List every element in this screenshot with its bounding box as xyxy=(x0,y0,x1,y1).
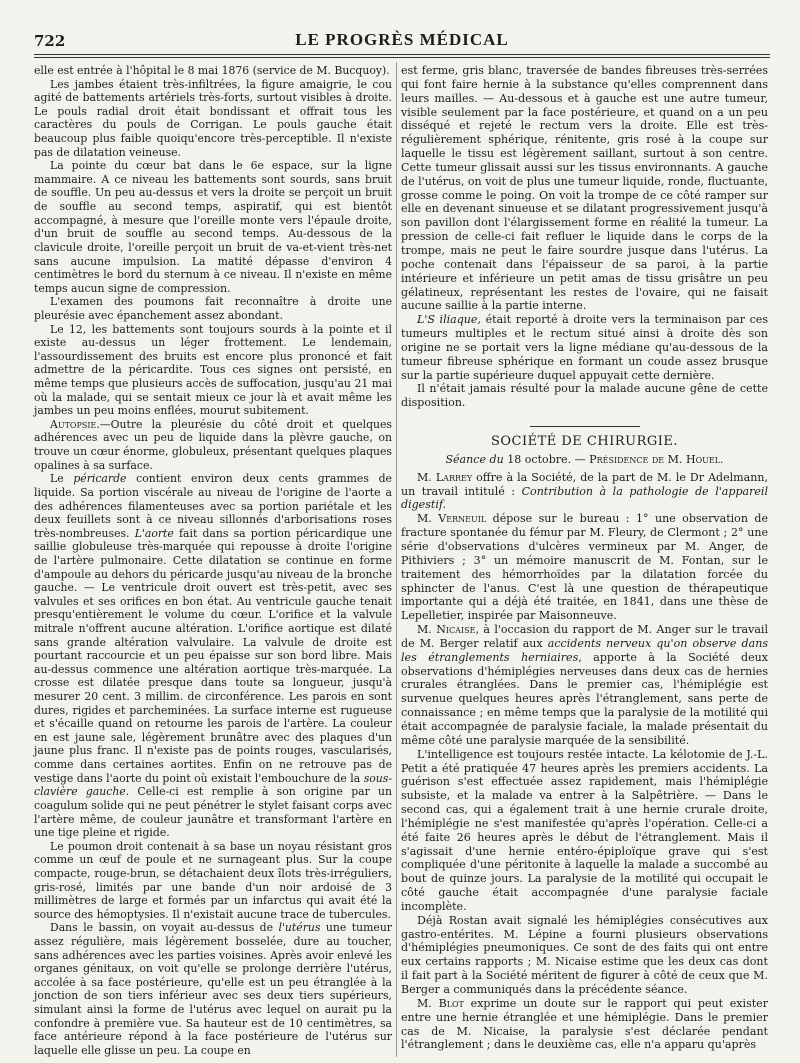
seance-date: 18 octobre. xyxy=(507,452,572,466)
paragraph: Les jambes étaient très-infiltrées, la figure amaigrie, le cou agité de battements artériels très-forts, surtout visibles à droite. Le pouls radial droit était bondissant et offrait tous les caractères du pouls de Corrigan. Le pouls gauche était beaucoup plus faible quoiqu'encore très-perceptible. Il n'existe pas de dilatation veineuse. xyxy=(34,77,392,159)
emphasis: sous-clavière gauche xyxy=(34,771,392,799)
seance-president: — Présidence de M. Houel. xyxy=(571,452,724,466)
paragraph: Il n'était jamais résulté pour la malade aucune gêne de cette disposition. xyxy=(401,382,768,410)
speaker-name: M. Nicaise xyxy=(417,623,476,637)
paragraph-text: dépose sur le bureau : 1° une observation de fracture spontanée du fémur par M. Fleury, de Clermont ; 2° une série d'observations d'ulcères vermineux par M. Anger, de Pithiviers ; 3° un mémoire manuscrit de M. Fontan, sur le traitement des hémorrhoïdes par la dilatation forcée du sphincter de l'anus. C'est là une question de thérapeutique importante qui a déjà été traitée, en 1841, dans une thèse de Lepelletier, inspirée par Maisonneuve. xyxy=(401,512,769,623)
emphasis: péricarde xyxy=(73,472,127,486)
journal-title: LE PROGRÈS MÉDICAL xyxy=(295,30,509,49)
paragraph-text: Le xyxy=(50,472,74,486)
section-separator xyxy=(530,426,640,427)
header-rule-double xyxy=(34,57,770,58)
speaker-name: M. Verneuil xyxy=(417,512,487,526)
paragraph-text: . Celle-ci est remplie à son origine par un coagulum solide qui ne peut pénétrer le stylet faisant corps avec l'artère même, de couleur jaunâtre et transformant l'artère en une tige pleine et rigide. xyxy=(34,785,392,840)
seance-text: Séance du xyxy=(445,452,508,466)
page-number: 722 xyxy=(34,32,66,50)
speaker-name: M. Larrey xyxy=(417,470,473,484)
emphasis: L'S iliaque, xyxy=(417,313,481,327)
paragraph-text: exprime un doute sur le rapport qui peut exister entre une hernie étranglée et une hémiplégie. Dans le premier cas de M. Nicaise, la paralysie s'est déclarée pendant l'étranglement ; dans le deuxième cas, elle n'a apparu qu'après xyxy=(401,996,768,1052)
paragraph xyxy=(34,921,392,1057)
paragraph xyxy=(401,512,768,623)
emphasis: L'aorte xyxy=(134,526,174,540)
paragraph: elle est entrée à l'hôpital le 8 mai 1876 (service de M. Bucquoy). xyxy=(34,64,390,77)
column-divider xyxy=(396,62,397,1057)
page-header xyxy=(34,30,770,52)
paragraph xyxy=(401,997,768,1052)
paragraph: Déjà Rostan avait signalé les hémiplégies consécutives aux gastro-entérites. M. Lépine a fourni plusieurs observations d'hémiplégies pneumoniques. Ce sont de des faits qui ont entre eux certains rapports ; M. Nicaise estime que les deux cas dont il fait part à la Société méritent de figurer à côté de ceux que M. Berger a communiqués dans la précédente séance. xyxy=(401,913,768,996)
section-label: Autopsie. xyxy=(50,417,100,431)
header-rule xyxy=(34,54,770,55)
paragraph-text: était reporté à droite vers la terminaison par ces tumeurs multiples et le rectum situé ainsi à droite dès son origine ne se portait vers la ligne médiane qu'au-dessous de la tumeur fibreuse sphérique en formant un coude assez brusque sur la partie supérieure duquel appuyait cette dernière. xyxy=(401,313,769,382)
speaker-name: M. Blot xyxy=(417,996,464,1010)
paragraph-text: , apporte à la Société deux observations d'hémiplégies nerveuses dans deux cas de hernies crurales étranglées. Dans le premier cas, l'hémiplégie est survenue quelques heures après l'étranglement, sans perte de connaissance ; en même temps que la paralysie de la motilité qui était accompagnée de paralysie faciale, la malade présentait du même côté une paralysie marquée de la sensibilité. xyxy=(401,650,768,747)
seance-line xyxy=(401,453,768,467)
right-column xyxy=(401,64,768,1052)
paragraph xyxy=(401,471,768,513)
emphasis: accidents nerveux qu'on observe dans les étranglements herniaires xyxy=(401,636,768,664)
paragraph: Le poumon droit contenait à sa base un noyau résistant gros comme un œuf de poule et ne surnageant plus. Sur la coupe compacte, rouge-brun, se détachaient deux îlots très-irréguliers, gris-rosé, limités par une bande d'un noir ardoisé de 3 millimètres de large et formés par un infarctus qui avait été la source des hémoptysies. Il n'existait aucune trace de tubercules. xyxy=(34,839,392,921)
paragraph: La pointe du cœur bat dans le 6e espace, sur la ligne mammaire. A ce niveau les battements sont sourds, sans bruit de souffle. Un peu au-dessus et vers la droite se perçoit un bruit de souffle au second temps, aspiratif, qui est bientôt accompagné, à mesure que l'oreille monte vers l'épaule droite, d'un bruit de souffle au second temps. Au-dessous de la clavicule droite, l'oreille perçoit un bruit de va-et-vient très-net sans aucune impulsion. La matité dépasse d'environ 4 centimètres le bord du sternum à ce niveau. Il n'existe en même temps aucun signe de compression. xyxy=(34,159,392,295)
emphasis: l'utérus xyxy=(278,921,321,935)
paragraph-text: une tumeur assez régulière, mais légèrement bosselée, dure au toucher, sans adhérences avec les parties voisines. Après avoir enlevé les organes génitaux, on voit qu'elle se prolonge derrière l'utérus, accolée à sa face postérieure, qu'elle est un peu étranglée à la jonction de son tiers inférieur avec ses deux tiers supérieurs, simulant ainsi la forme de l'utérus avec lequel on aurait pu la confondre à première vue. Sa hauteur est de 10 centimètres, sa face antérieure répond à la face postérieure de l'utérus sur laquelle elle glisse un peu. La coupe en xyxy=(34,921,392,1057)
paragraph-text: fait dans sa portion péricardique une saillie globuleuse très-marquée qui repousse à droite l'origine de l'artère pulmonaire. Cette dilatation se continue en forme d'ampoule au dehors du péricarde jusqu'au niveau de la bronche gauche. — Le ventricule droit ouvert est très-petit, avec ses valvules et ses orifices en bon état. Au ventricule gauche tenait presqu'entièrement le volume du cœur. L'orifice et la valvule mitrale n'offrent aucune altération. L'orifice aortique est dilaté sans grande altération valvulaire. La valvule de droite est pourtant raccourcie et un peu épaisse sur son bord libre. Mais au-dessus commence une altération aortique très-marquée. La crosse est dilatée presque dans toute sa longueur, jusqu'à mesurer 20 cent. 3 millim. de circonférence. Les parois en sont dures, rigides et parcheminées. La surface interne est rugueuse et s'écaille quand on retourne les parois de l'artère. La couleur en est jaune sale, légèrement brunâtre avec des plaques d'un jaune plus franc. Il n'existe pas de points rouges, vascularisés, comme dans certaines aortites. Enfin on ne retrouve pas de vestige dans l'aorte du point où existait l'embouchure de la xyxy=(34,526,392,785)
emphasis: Contribution à la pathologie de l'appareil digestif. xyxy=(401,484,768,512)
paragraph xyxy=(34,418,392,472)
paragraph-text: contient environ deux cents grammes de liquide. Sa portion viscérale au niveau de l'origine de l'aorte a des adhérences filamenteuses avec sa portion pariétale et les deux feuillets sont à ce niveau sillonnés d'arborisations roses très-nombreuses. xyxy=(34,472,392,540)
paragraph: est ferme, gris blanc, traversée de bandes fibreuses très-serrées qui font faire hernie à la substance qu'elles comprennent dans leurs mailles. — Au-dessous et à gauche est une autre tumeur, visible seulement par la face postérieure, et quand on a un peu disséqué et rejeté le rectum vers la droite. Elle est très-régulièrement sphérique, rénitente, gris rosé à la coupe sur laquelle le tissu est légèrement saillant, surtout à son centre. Cette tumeur glissait aussi sur les tissus environnants. A gauche de l'utérus, on voit de plus une tumeur liquide, ronde, fluctuante, grosse comme le poing. On voit la trompe de ce côté ramper sur elle en devenant sinueuse et se dilatant progressivement jusqu'à son pavillon dont l'élargissement forme en réalité la tumeur. La pression de celle-ci fait refluer le liquide dans le corps de la trompe, mais ne peut le faire sourdre jusque dans l'utérus. La poche contenait dans l'épaisseur de sa paroi, à la partie intérieure et inférieure un petit amas de tissu grisâtre un peu gélatineux, représentant les restes de l'ovaire, qui ne faisait aucune saillie à la partie interne. xyxy=(401,64,768,313)
paragraph xyxy=(34,472,392,839)
paragraph-text: , à l'occasion du rapport de M. Anger sur le travail de M. Berger relatif aux xyxy=(401,623,768,650)
paragraph: Le 12, les battements sont toujours sourds à la pointe et il existe au-dessus un léger frottement. Le lendemain, l'assourdissement des bruits est encore plus prononcé et fait admettre de la péricardite. Tous ces signes ont persisté, en même temps que plusieurs accès de suffocation, jusqu'au 21 mai où la malade, qui se sentait mieux ce jour là et avait même les jambes un peu moins enflées, mourut subitement. xyxy=(34,322,392,418)
paragraph-text: offre à la Société, de la part de M. le Dr Adelmann, un travail intitulé : xyxy=(401,470,768,498)
paragraph: L'examen des poumons fait reconnaître à droite une pleurésie avec épanchement assez abondant. xyxy=(34,295,392,322)
left-column xyxy=(34,64,392,1057)
paragraph xyxy=(401,313,768,382)
paragraph-text: —Outre la pleurésie du côté droit et quelques adhérences avec un peu de liquide dans la plèvre gauche, on trouve un cœur énorme, globuleux, présentant quelques plaques opalines à sa surface. xyxy=(34,417,392,472)
paragraph-text: Dans le bassin, on voyait au-dessus de xyxy=(50,921,279,935)
section-title: SOCIÉTÉ DE CHIRURGIE. xyxy=(490,434,679,450)
paragraph: L'intelligence est toujours restée intacte. La kélotomie de J.-L. Petit a été pratiquée 47 heures après les premiers accidents. La guérison s'est effectuée assez rapidement, mais l'hémiplégie subsiste, et la malade va entrer à la Salpêtrière. — Dans le second cas, qui a également trait à une hernie crurale droite, l'hémiplégie ne s'est manifestée qu'après l'opération. Celle-ci a été faite 26 heures après le début de l'étranglement. Mais il s'agissait d'une hernie entéro-épiploïque grave qui s'est compliquée d'une péritonite à laquelle la malade a succombé au bout de quinze jours. La paralysie de la motilité qui occupait le côté gauche était accompagnée d'une paralysie faciale incomplète. xyxy=(401,747,768,913)
paragraph xyxy=(401,623,768,748)
